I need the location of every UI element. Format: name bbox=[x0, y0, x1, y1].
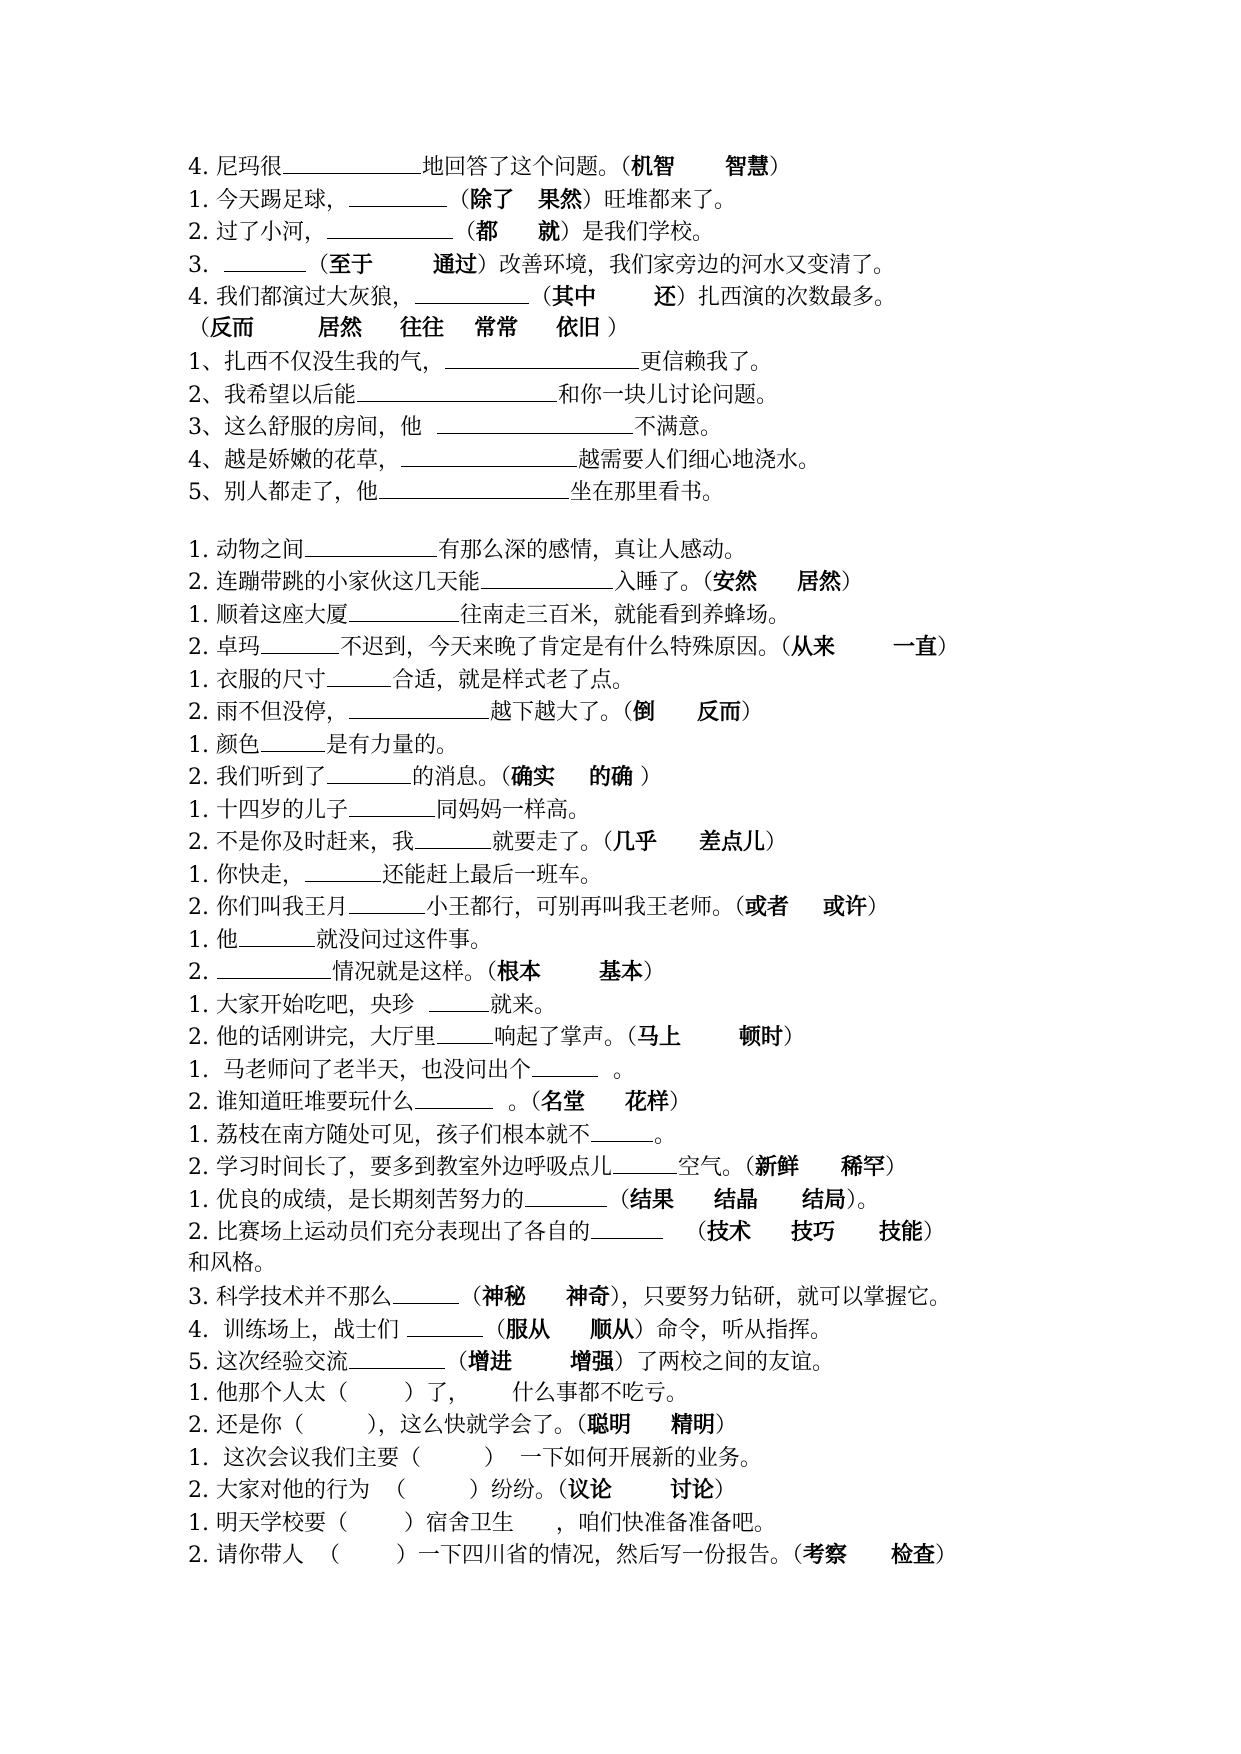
line-text: ）命令，听从指挥。 bbox=[634, 1317, 833, 1343]
exercise-line bbox=[188, 1053, 1088, 1086]
exercise-line bbox=[188, 533, 1088, 566]
answer-blank[interactable] bbox=[613, 1150, 677, 1174]
line-text: 2. 比赛场上运动员们充分表现出了各自的 bbox=[188, 1220, 590, 1245]
answer-blank[interactable] bbox=[349, 598, 459, 622]
word-choice: 一直 bbox=[893, 635, 938, 660]
word-choice: 从来 bbox=[791, 635, 836, 660]
exercise-line bbox=[188, 1475, 1088, 1508]
line-text: ），只要努力钻研，就可以掌握它。 bbox=[610, 1285, 952, 1310]
word-choice: 神奇 bbox=[566, 1285, 611, 1310]
word-choice: 基本 bbox=[599, 960, 644, 985]
word-choice: 马上 bbox=[637, 1025, 682, 1050]
exercise-line bbox=[188, 760, 1088, 793]
line-text: ） bbox=[600, 315, 630, 341]
line-text: ） bbox=[934, 1543, 957, 1568]
word-choice: 新鲜 bbox=[755, 1155, 800, 1180]
line-text: （ bbox=[529, 285, 552, 310]
line-text: 3. 科学技术并不那么 bbox=[188, 1285, 392, 1310]
word-choice: 顿时 bbox=[739, 1025, 784, 1050]
exercise-line bbox=[188, 598, 1088, 631]
word-choice: 其中 bbox=[552, 285, 597, 310]
line-text: ） bbox=[633, 765, 663, 790]
line-text: 1. 他那个人太（ ）了， 什么事都不吃亏。 bbox=[188, 1380, 688, 1406]
word-choice: 差点儿 bbox=[699, 830, 766, 855]
answer-blank[interactable] bbox=[401, 443, 577, 467]
line-text: 2. 不是你及时赶来，我 bbox=[188, 830, 414, 855]
line-text: ） bbox=[867, 895, 890, 920]
answer-blank[interactable] bbox=[261, 630, 339, 654]
word-choice: 倒 bbox=[633, 700, 656, 725]
line-text: 小王都行，可别再叫我王老师。（ bbox=[425, 895, 745, 920]
word-choice: 或许 bbox=[823, 895, 868, 920]
exercise-line bbox=[188, 410, 1088, 443]
answer-blank[interactable] bbox=[415, 280, 529, 304]
word-choice: 除了 bbox=[470, 187, 515, 213]
answer-blank[interactable] bbox=[379, 475, 569, 499]
line-text: 4. 尼玛很 bbox=[188, 155, 282, 180]
answer-blank[interactable] bbox=[407, 1313, 483, 1337]
line-text: 2. 我们听到了 bbox=[188, 765, 326, 790]
exercise-line bbox=[188, 1345, 1088, 1378]
exercise-line bbox=[188, 1378, 1088, 1411]
line-text: 的消息。（ bbox=[411, 765, 511, 790]
line-text: 1、扎西不仅没生我的气， bbox=[188, 350, 444, 375]
line-text: （ bbox=[445, 1350, 468, 1375]
line-text: ） bbox=[769, 155, 792, 180]
line-text: 1. 十四岁的儿子 bbox=[188, 797, 348, 823]
line-text: 1. 他 bbox=[188, 927, 238, 953]
answer-blank[interactable] bbox=[349, 1345, 445, 1369]
line-text: 。（ bbox=[493, 1090, 541, 1115]
line-text: 2. 大家对他的行为 （ ）纷纷。（ bbox=[188, 1478, 568, 1503]
line-text: 3. bbox=[188, 252, 223, 278]
line-text: 2. 谁知道旺堆要玩什么 bbox=[188, 1090, 414, 1115]
line-text: 情况就是这样。（ bbox=[331, 960, 497, 985]
line-text: ） bbox=[741, 700, 764, 725]
word-choice: 依旧 bbox=[556, 315, 601, 341]
answer-blank[interactable] bbox=[349, 695, 489, 719]
exercise-line bbox=[188, 1508, 1088, 1541]
answer-blank[interactable] bbox=[261, 728, 325, 752]
exercise-line bbox=[188, 345, 1088, 378]
exercise-line bbox=[188, 890, 1088, 923]
line-text: 同妈妈一样高。 bbox=[435, 797, 590, 823]
line-text: 就没问过这件事。 bbox=[315, 927, 492, 953]
line-text: 不迟到，今天来晚了肯定是有什么特殊原因。（ bbox=[339, 635, 791, 660]
line-text: 5、别人都走了，他 bbox=[188, 480, 378, 505]
exercise-line bbox=[188, 1248, 1088, 1281]
line-text: ） bbox=[643, 960, 666, 985]
word-choice: 结局 bbox=[802, 1187, 847, 1213]
line-text: 1. 动物之间 bbox=[188, 537, 304, 563]
exercise-line bbox=[188, 1443, 1088, 1476]
line-text: 和你一块儿讨论问题。 bbox=[558, 382, 779, 408]
line-text: ） bbox=[669, 1090, 692, 1115]
word-choice: 都 bbox=[476, 220, 499, 245]
word-choice: 花样 bbox=[625, 1090, 670, 1115]
line-text: 2. 请你带人 （ ）一下四川省的情况，然后写一份报告。（ bbox=[188, 1543, 803, 1568]
word-choice: 反而 bbox=[210, 315, 255, 341]
line-text: 1. 颜色 bbox=[188, 732, 260, 758]
answer-blank[interactable] bbox=[327, 663, 391, 687]
word-choice: 往往 bbox=[400, 315, 445, 341]
exercise-line bbox=[188, 1183, 1088, 1216]
exercise-line bbox=[188, 1540, 1088, 1573]
exercise-line bbox=[188, 728, 1088, 761]
line-text: 空气。（ bbox=[678, 1155, 756, 1180]
exercise-line bbox=[188, 475, 1088, 508]
line-text: 响起了掌声。（ bbox=[493, 1025, 637, 1050]
exercise-line bbox=[188, 1410, 1088, 1443]
line-text: （ bbox=[608, 1187, 631, 1213]
word-choice: 或者 bbox=[745, 895, 790, 920]
exercise-line bbox=[188, 313, 1088, 346]
exercise-line bbox=[188, 248, 1088, 281]
line-text: 越下越大了。（ bbox=[489, 700, 633, 725]
word-choice: 顺从 bbox=[590, 1317, 635, 1343]
line-text: 地回答了这个问题。（ bbox=[421, 155, 631, 180]
line-text: （ bbox=[664, 1220, 707, 1245]
answer-blank[interactable] bbox=[525, 1183, 607, 1207]
word-choice: 聪明 bbox=[586, 1413, 631, 1438]
line-text: 1. 大家开始吃吧，央珍 bbox=[188, 992, 428, 1018]
line-text: （ bbox=[459, 1285, 482, 1310]
word-choice: 果然 bbox=[538, 187, 583, 213]
line-text: 4、越是娇嫩的花草， bbox=[188, 447, 400, 473]
line-text: 1. 顺着这座大厦 bbox=[188, 602, 348, 628]
answer-blank[interactable] bbox=[305, 533, 437, 557]
word-choice: 结果 bbox=[630, 1187, 675, 1213]
line-text: 2. 过了小河， bbox=[188, 220, 326, 245]
word-choice: 常常 bbox=[474, 315, 519, 341]
line-text: ） bbox=[713, 1478, 736, 1503]
word-choice: 考察 bbox=[802, 1543, 847, 1568]
answer-blank[interactable] bbox=[357, 378, 557, 402]
line-text: ） bbox=[923, 1220, 946, 1245]
exercise-line bbox=[188, 280, 1088, 313]
exercise-line bbox=[188, 183, 1088, 216]
word-choice: 通过 bbox=[433, 252, 478, 278]
word-choice: 技巧 bbox=[791, 1220, 836, 1245]
line-text: 就要走了。（ bbox=[491, 830, 613, 855]
exercise-line bbox=[188, 215, 1088, 248]
line-text: 1. 你快走， bbox=[188, 862, 304, 888]
word-choice: 讨论 bbox=[669, 1478, 714, 1503]
line-text: 1. 衣服的尺寸 bbox=[188, 667, 326, 693]
line-text: 2. 学习时间长了，要多到教室外边呼吸点儿 bbox=[188, 1155, 612, 1180]
word-choice: 就 bbox=[538, 220, 561, 245]
worksheet bbox=[188, 150, 1088, 1573]
line-text: ）是我们学校。 bbox=[560, 220, 715, 245]
line-text: 1. 荔枝在南方随处可见，孩子们根本就不 bbox=[188, 1122, 590, 1148]
word-choice: 的确 bbox=[589, 765, 634, 790]
exercise-line bbox=[188, 1215, 1088, 1248]
exercise-line bbox=[188, 1150, 1088, 1183]
answer-blank[interactable] bbox=[217, 955, 331, 979]
answer-blank[interactable] bbox=[415, 1085, 493, 1109]
answer-blank[interactable] bbox=[532, 1053, 598, 1077]
answer-blank[interactable] bbox=[239, 923, 315, 947]
line-text: 更信赖我了。 bbox=[640, 350, 773, 375]
line-text: 5. 这次经验交流 bbox=[188, 1350, 348, 1375]
line-text: ）。 bbox=[846, 1187, 880, 1213]
line-text: 还能赶上最后一班车。 bbox=[381, 862, 602, 888]
line-text: 2. bbox=[188, 960, 216, 985]
word-choice: 神秘 bbox=[482, 1285, 527, 1310]
line-text: ）改善环境，我们家旁边的河水又变清了。 bbox=[477, 252, 896, 278]
exercise-line bbox=[188, 825, 1088, 858]
line-text: 1. 优良的成绩，是长期刻苦努力的 bbox=[188, 1187, 524, 1213]
answer-blank[interactable] bbox=[349, 793, 435, 817]
line-text: 2. 你们叫我王月 bbox=[188, 895, 348, 920]
answer-blank[interactable] bbox=[327, 215, 453, 239]
answer-blank[interactable] bbox=[591, 1118, 653, 1142]
exercise-line bbox=[188, 443, 1088, 476]
line-text: 2. 还是你（ ），这么快就学会了。（ bbox=[188, 1413, 587, 1438]
answer-blank[interactable] bbox=[393, 1280, 459, 1304]
word-choice: 服从 bbox=[506, 1317, 551, 1343]
exercise-line bbox=[188, 565, 1088, 598]
line-text: 。 bbox=[654, 1122, 677, 1148]
exercise-line bbox=[188, 1118, 1088, 1151]
line-text: 合适，就是样式老了点。 bbox=[391, 667, 634, 693]
word-choice: 机智 bbox=[631, 155, 676, 180]
word-choice: 议论 bbox=[567, 1478, 612, 1503]
word-choice: 技能 bbox=[879, 1220, 924, 1245]
line-text: 2. 卓玛 bbox=[188, 635, 260, 660]
word-choice: 至于 bbox=[329, 252, 374, 278]
line-text: 2. 他的话刚讲完，大厅里 bbox=[188, 1025, 436, 1050]
answer-blank[interactable] bbox=[445, 345, 639, 369]
answer-blank[interactable] bbox=[415, 825, 491, 849]
answer-blank[interactable] bbox=[224, 248, 306, 272]
exercise-line bbox=[188, 1280, 1088, 1313]
exercise-line bbox=[188, 955, 1088, 988]
line-text: 越需要人们细心地浇水。 bbox=[578, 447, 821, 473]
line-text: ） bbox=[937, 635, 960, 660]
line-text: 就来。 bbox=[489, 992, 556, 1018]
word-choice: 检查 bbox=[890, 1543, 935, 1568]
line-text: 1. 今天踢足球， bbox=[188, 187, 348, 213]
word-choice: 安然 bbox=[713, 570, 758, 595]
answer-blank[interactable] bbox=[437, 1020, 493, 1044]
word-choice: 确实 bbox=[511, 765, 556, 790]
line-text: （ bbox=[447, 187, 470, 213]
exercise-line bbox=[188, 378, 1088, 411]
line-text: 2、我希望以后能 bbox=[188, 382, 356, 408]
word-choice: 根本 bbox=[497, 960, 542, 985]
exercise-line bbox=[188, 150, 1088, 183]
line-text: 。 bbox=[598, 1057, 635, 1083]
exercise-line bbox=[188, 988, 1088, 1021]
line-text: 往南走三百米，就能看到养蜂场。 bbox=[459, 602, 790, 628]
line-text: 1. 明天学校要（ ）宿舍卫生 ，咱们快准备准备吧。 bbox=[188, 1510, 776, 1536]
answer-blank[interactable] bbox=[481, 565, 613, 589]
line-text: ）扎西演的次数最多。 bbox=[676, 285, 897, 310]
exercise-line bbox=[188, 695, 1088, 728]
answer-blank[interactable] bbox=[305, 858, 381, 882]
word-choice: 增强 bbox=[570, 1350, 615, 1375]
line-text: 4. 我们都演过大灰狼， bbox=[188, 285, 414, 310]
line-text: ） bbox=[783, 1025, 806, 1050]
word-choice: 技术 bbox=[706, 1220, 751, 1245]
word-choice: 精明 bbox=[670, 1413, 715, 1438]
word-choice: 几乎 bbox=[613, 830, 658, 855]
answer-blank[interactable] bbox=[349, 183, 447, 207]
answer-blank[interactable] bbox=[591, 1215, 663, 1239]
line-text: 3、这么舒服的房间，他 bbox=[188, 415, 436, 440]
word-choice: 名堂 bbox=[540, 1090, 585, 1115]
line-text: （ bbox=[188, 315, 211, 341]
answer-blank[interactable] bbox=[349, 890, 425, 914]
line-text: ） bbox=[765, 830, 788, 855]
line-text: ） bbox=[714, 1413, 737, 1438]
answer-blank[interactable] bbox=[429, 988, 489, 1012]
line-text: （ bbox=[306, 252, 329, 278]
word-choice: 居然 bbox=[318, 315, 363, 341]
answer-blank[interactable] bbox=[437, 410, 633, 434]
exercise-line bbox=[188, 1085, 1088, 1118]
exercise-line bbox=[188, 1313, 1088, 1346]
line-text: 1. 马老师问了老半天，也没问出个 bbox=[188, 1057, 531, 1083]
line-text: 2. 连蹦带跳的小家伙这几天能 bbox=[188, 570, 480, 595]
line-text: ） bbox=[841, 570, 864, 595]
line-text: 入睡了。（ bbox=[613, 570, 713, 595]
line-text: 是有力量的。 bbox=[325, 732, 458, 758]
word-choice: 智慧 bbox=[725, 155, 770, 180]
line-text: （ bbox=[483, 1317, 506, 1343]
line-text: 4. 训练场上，战士们 bbox=[188, 1317, 406, 1343]
answer-blank[interactable] bbox=[327, 760, 411, 784]
exercise-line bbox=[188, 663, 1088, 696]
line-text: 1. 这次会议我们主要（ ） 一下如何开展新的业务。 bbox=[188, 1445, 762, 1471]
exercise-line bbox=[188, 630, 1088, 663]
line-text: 不满意。 bbox=[633, 415, 722, 440]
exercise-line bbox=[188, 858, 1088, 891]
word-choice: 还 bbox=[654, 285, 677, 310]
word-choice: 结晶 bbox=[714, 1187, 759, 1213]
exercise-line bbox=[188, 1020, 1088, 1053]
answer-blank[interactable] bbox=[283, 150, 421, 174]
line-text: ） bbox=[885, 1155, 908, 1180]
line-text: （ bbox=[453, 220, 476, 245]
exercise-line bbox=[188, 793, 1088, 826]
word-choice: 增进 bbox=[468, 1350, 513, 1375]
line-text: ）了两校之间的友谊。 bbox=[614, 1350, 835, 1375]
line-text: ）旺堆都来了。 bbox=[582, 187, 737, 213]
line-text: 和风格。 bbox=[188, 1250, 277, 1276]
word-choice: 居然 bbox=[797, 570, 842, 595]
line-text: 坐在那里看书。 bbox=[570, 480, 725, 505]
exercise-line bbox=[188, 923, 1088, 956]
line-text: 有那么深的感情，真让人感动。 bbox=[437, 537, 746, 563]
word-choice: 稀罕 bbox=[841, 1155, 886, 1180]
word-choice: 反而 bbox=[697, 700, 742, 725]
line-text: 2. 雨不但没停， bbox=[188, 700, 348, 725]
